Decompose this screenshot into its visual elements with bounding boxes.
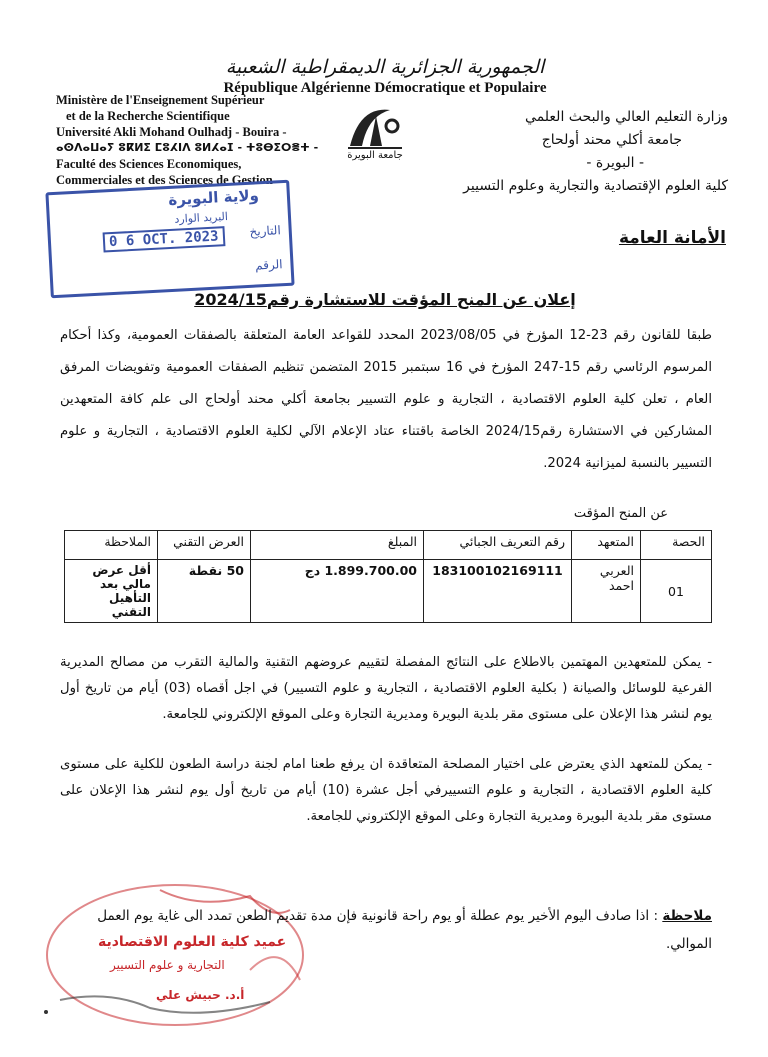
university-line: Université Akli Mohand Oulhadj - Bouira - [56,125,287,139]
ministry-arabic-line: وزارة التعليم العالي والبحث العلمي [525,109,728,125]
city-arabic-line: - البويرة - [586,155,644,171]
announcement-title: إعلان عن المنح المؤقت للاستشارة رقم2024/15 [194,290,576,309]
col-technical-offer: العرض التقني [158,531,251,560]
faculty-line-2: Commerciales et des Sciences de Gestion [56,173,273,187]
seal-line-dean: عميد كلية العلوم الاقتصادية [98,934,287,950]
header-republic-arabic: الجمهورية الجزائرية الديمقراطية الشعبية [225,56,545,78]
award-table [64,530,712,623]
logo-caption: جامعة البويرة [347,150,403,161]
col-tax-id: رقم التعريف الجبائي [424,531,572,560]
table-row [65,560,712,623]
table-header-row [65,531,712,560]
faculty-line-1: Faculté des Sciences Economiques, [56,157,242,171]
stamp-date-label: التاريخ [249,223,282,239]
cell-remark: أقل عرض مالي بعد التأهيل التقني [65,560,158,623]
stamp-incoming-mail: البريد الوارد [174,209,229,226]
ink-dot [44,1010,48,1014]
col-remark: الملاحظة [65,531,158,560]
ministry-line-1: Ministère de l'Enseignement Supérieur [56,93,265,107]
results-paragraph: - يمكن للمتعهدين المهتمين بالاطلاع على النتائج المفصلة لتقييم عروضهم التقنية والمالية التقرب من مصالح المديرية الفرعية للوسائل والصيانة ( بكلية العلوم الاقتصادية ، التجارية و علوم التسيير) في اجل أقصاه (03) أيام من تاريخ أول يوم لنشر هذا الإعلان على مستوى مقر بلدية البويرة ومديرية التجارة وعلى الموقع الإلكتروني للجامعة. [60,655,712,722]
seal-line-name: أ.د. حبيش علي [156,988,245,1002]
note-text: : اذا صادف اليوم الأخير يوم عطلة أو يوم راحة قانونية فإن مدة تقديم الطعن تمدد الى غاية يوم العمل الموالي. [97,908,712,952]
secretariat-heading: الأمانة العامة [618,228,726,248]
faculty-arabic-line: كلية العلوم الإقتصادية والتجارية وعلوم التسيير [463,178,728,194]
stamp-wilaya: ولاية البويرة [167,186,260,210]
grant-label: عن المنح المؤقت [573,506,668,521]
cell-bidder: العربي احمد [572,560,641,623]
appeal-paragraph: - يمكن للمتعهد الذي يعترض على اختيار المصلحة المتعاقدة ان يرفع طعنا امام لجنة دراسة الطعون للكلية على مستوى كلية العلوم الاقتصادية ، التجارية و علوم التسييرفي أجل عشرة (10) أيام من تاريخ أول يوم لنشر هذا الإعلان على مستوى مقر بلدية البويرة ومديرية التجارة وعلى الموقع الإلكتروني للجامعة. [60,757,712,824]
header-arabic-block [398,106,728,198]
header-french-block [56,92,346,188]
col-lot: الحصة [641,531,712,560]
note-paragraph [60,902,712,958]
cell-tax-id: 183100102169111 [424,560,572,623]
announcement-intro: طبقا للقانون رقم 23-12 المؤرخ في 2023/08/05 المحدد للقواعد العامة المتعلقة بالصفقات العمومية، وكذا أحكام المرسوم الرئاسي رقم 15-247 المؤرخ في 16 سبتمبر 2015 المتضمن تنظيم الصفقات العمومية وتفويضات المرفق العام ، تعلن كلية العلوم الاقتصادية ، التجارية و علوم التسيير بجامعة أكلي محند أولحاج الى علم كافة المتعهدين المشاركين في الاستشارة رقم2024/15 الخاصة باقتناء عتاد الإعلام الآلي لكلية العلوم الاقتصادية ، التجارية و علوم التسيير بالنسبة لميزانية 2024. [60,328,712,471]
cell-amount: 1.899.700.00 دج [251,560,424,623]
cell-lot: 01 [641,560,712,623]
seal-line-faculty: التجارية و علوم التسيير [110,958,225,972]
col-bidder: المتعهد [572,531,641,560]
university-arabic-line: جامعة أكلي محند أولحاج [541,132,682,148]
header-republic-french: République Algérienne Démocratique et Populaire [223,80,547,96]
ministry-line-2: et de la Recherche Scientifique [66,109,230,123]
received-stamp [45,180,294,299]
col-amount: المبلغ [251,531,424,560]
stamp-date: 0 6 OCT. 2023 [103,226,225,252]
note-label: ملاحظة [662,908,712,924]
cell-technical-offer: 50 نقطة [158,560,251,623]
university-tifinagh-line: ⴰⵙⴷⴰⵡⴰⵢ ⵓⴽⵍⵉ ⵎⵓⵃⵏⴷ ⵓⵍⵃⴰⵊ - ⵜⵓⴱⵉⵔⴻⵜ - [56,141,319,154]
stamp-number-label: الرقم [254,257,283,273]
